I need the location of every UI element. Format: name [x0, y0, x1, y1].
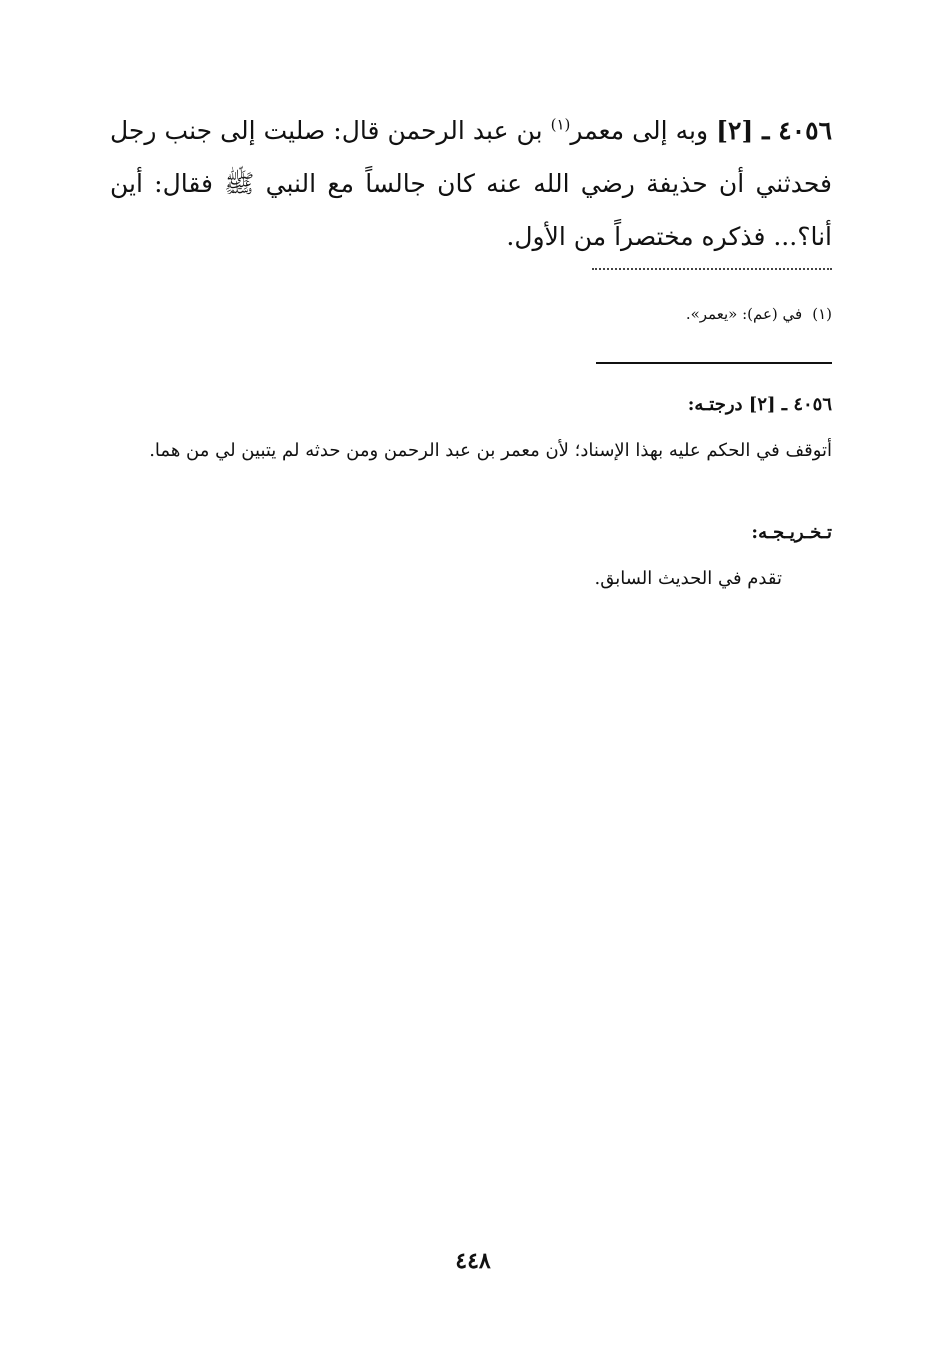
takhrij-text: تقدم في الحديث السابق. [594, 568, 782, 589]
footnote [686, 302, 832, 326]
hadith-number: ٤٠٥٦ ـ [٢] [716, 116, 832, 145]
hadith-text-before-note: وبه إلى معمر [570, 116, 709, 145]
hadith-text-after-note: بن عبد الرحمن قال: صليت إلى جنب رجل فحدثني أن حذيفة رضي الله عنه كان جالساً مع النبي ﷺ فقال: أين أنا؟... فذكره مختصراً من الأول. [110, 116, 832, 251]
page-number: ٤٤٨ [455, 1248, 491, 1274]
takhrij-heading: تـخـريـجـه: [751, 522, 832, 543]
footnote-text: في (عم): «يعمر». [685, 305, 803, 323]
section-divider [596, 362, 832, 364]
hadith-text [110, 104, 832, 263]
grade-text: أتوقف في الحكم عليه بهذا الإسناد؛ لأن معمر بن عبد الرحمن ومن حدثه لم يتبين لي من هما. [149, 440, 832, 461]
grade-heading: ٤٠٥٦ ـ [٢] درجتـه: [687, 394, 832, 415]
footnote-marker: (١) [812, 305, 832, 323]
footnote-separator [592, 268, 832, 270]
footnote-reference: (١) [550, 115, 571, 134]
